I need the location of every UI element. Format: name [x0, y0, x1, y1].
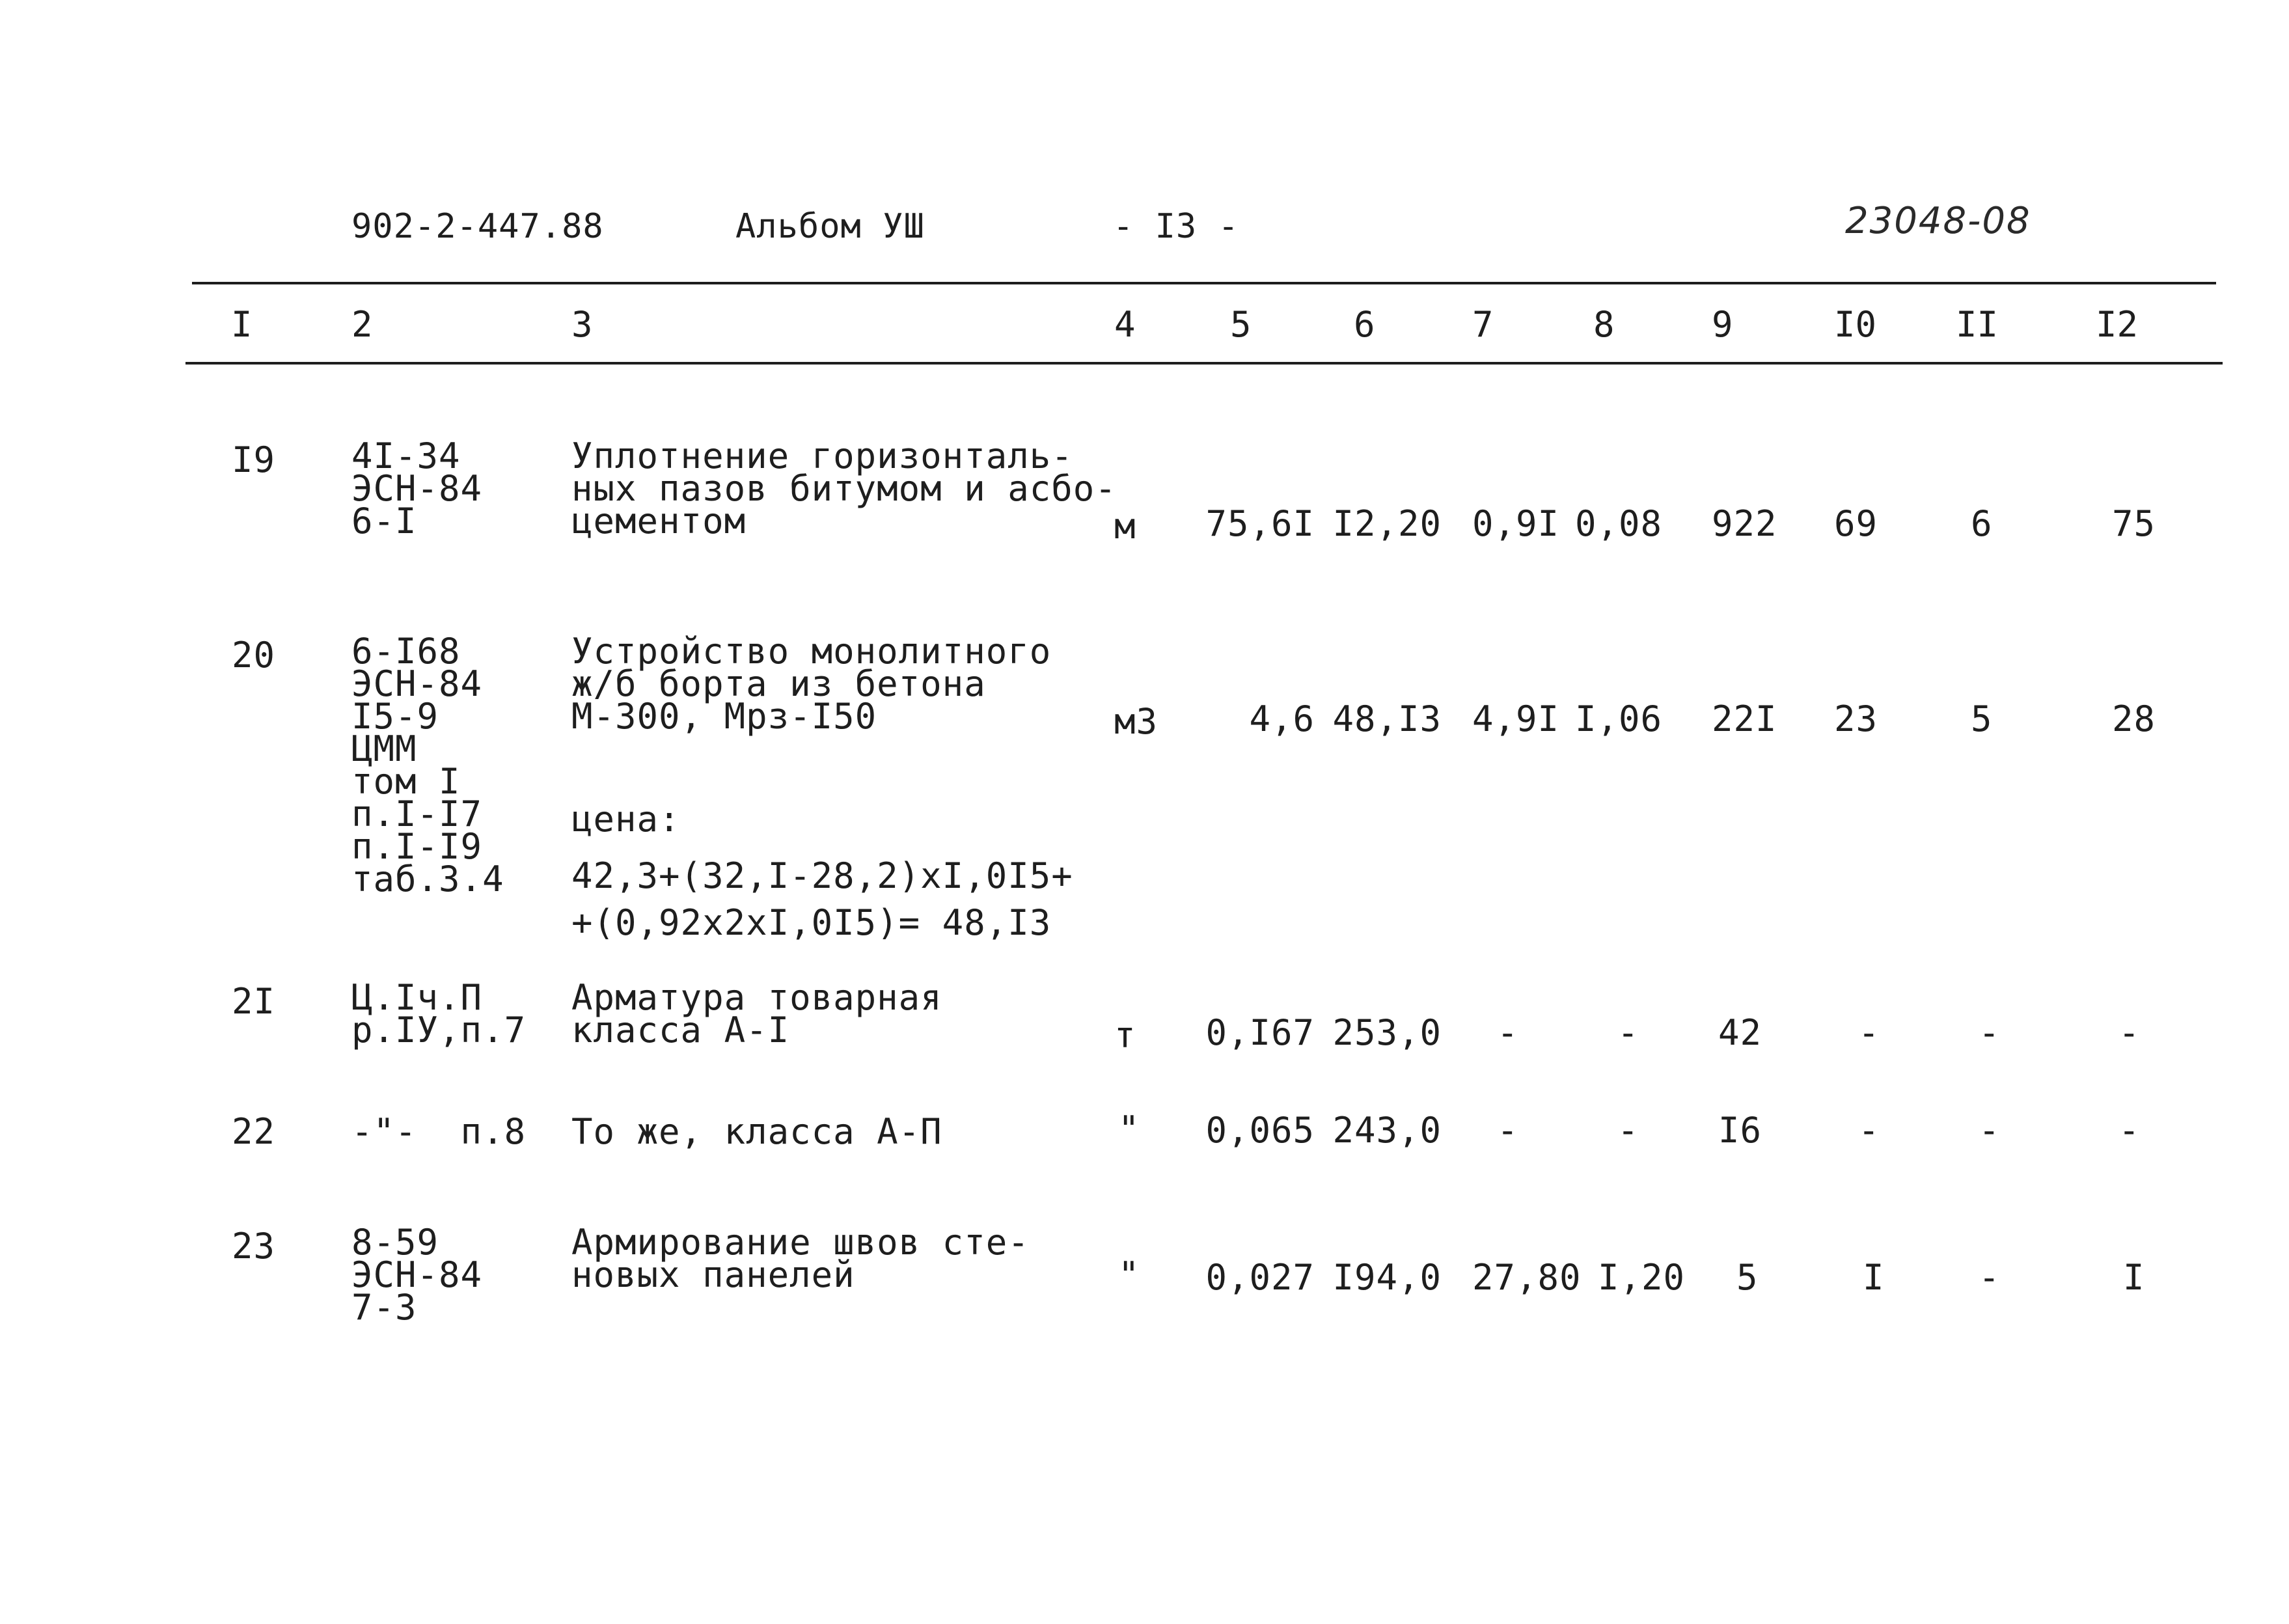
unit: т — [1114, 1015, 1136, 1056]
column-number: 9 — [1712, 304, 1733, 345]
norm-code: -"- п.8 — [351, 1111, 527, 1152]
unit-cost: 253,0 — [1332, 1012, 1442, 1053]
norm-code: 4I-34 ЭСН-84 6-I — [351, 435, 483, 542]
column-number: 8 — [1593, 304, 1615, 345]
col12-value: 28 — [2112, 698, 2156, 739]
column-number: 6 — [1354, 304, 1375, 345]
col8-value: 0,08 — [1575, 503, 1663, 544]
col10-value: I — [1863, 1257, 1885, 1298]
unit: м3 — [1114, 701, 1158, 742]
work-name: Арматура товарная класса А-I — [571, 977, 942, 1051]
unit: " — [1118, 1108, 1140, 1149]
col7-value: 27,80 — [1472, 1257, 1582, 1298]
quantity: 4,6 — [1249, 698, 1315, 739]
album-label: Альбом УШ — [735, 207, 925, 246]
column-number: 4 — [1114, 304, 1136, 345]
column-number: I — [231, 304, 253, 345]
col8-value: - — [1617, 1012, 1639, 1053]
col12-value: I — [2123, 1257, 2145, 1298]
norm-code: 6-I68 ЭСН-84 I5-9 ЦММ том I п.I-I7 п.I-I9 таб.3.4 — [351, 631, 504, 900]
inventory-number: 23048-08 — [1845, 200, 2031, 242]
page-number: - I3 - — [1113, 207, 1239, 246]
norm-code: 8-59 ЭСН-84 7-3 — [351, 1222, 483, 1328]
total-cost: I6 — [1718, 1110, 1762, 1151]
col7-value: - — [1497, 1012, 1519, 1053]
work-name: То же, класса А-П — [571, 1111, 942, 1152]
col8-value: - — [1617, 1110, 1639, 1151]
col12-value: - — [2118, 1110, 2141, 1151]
row-number: I9 — [232, 439, 276, 480]
col7-value: 0,9I — [1472, 503, 1560, 544]
unit: " — [1118, 1254, 1140, 1295]
quantity: 0,065 — [1205, 1110, 1315, 1151]
column-number: I2 — [2096, 304, 2139, 345]
doc-code: 902-2-447.88 — [351, 207, 604, 246]
unit-cost: 48,I3 — [1332, 698, 1442, 739]
column-header-rule — [185, 362, 2223, 365]
col7-value: 4,9I — [1472, 698, 1560, 739]
unit-cost: I94,0 — [1332, 1257, 1442, 1298]
col11-value: 5 — [1971, 698, 1993, 739]
price-formula: 42,3+(32,I-28,2)xI,0I5+ +(0,92x2xI,0I5)= 48,I3 — [571, 855, 1073, 943]
column-number: 5 — [1230, 304, 1252, 345]
unit-cost: 243,0 — [1332, 1110, 1442, 1151]
col11-value: 6 — [1971, 503, 1993, 544]
work-name: Уплотнение горизонталь- ных пазов битумом и асбо- цементом — [571, 435, 1117, 542]
price-label: цена: — [571, 799, 681, 840]
quantity: 75,6I — [1205, 503, 1315, 544]
col10-value: - — [1858, 1012, 1880, 1053]
total-cost: 922 — [1712, 503, 1777, 544]
total-cost: 42 — [1718, 1012, 1762, 1053]
total-cost: 5 — [1736, 1257, 1759, 1298]
col11-value: - — [1979, 1257, 2001, 1298]
col10-value: 69 — [1834, 503, 1878, 544]
row-number: 22 — [232, 1111, 276, 1152]
column-number: 2 — [351, 304, 373, 345]
column-number: 3 — [571, 304, 593, 345]
unit: м — [1114, 506, 1136, 547]
col10-value: - — [1858, 1110, 1880, 1151]
norm-code: Ц.Iч.П р.IУ,п.7 — [351, 977, 527, 1051]
row-number: 2I — [232, 981, 276, 1022]
table-top-rule — [192, 282, 2216, 284]
column-number: II — [1956, 304, 1999, 345]
col11-value: - — [1979, 1110, 2001, 1151]
col12-value: 75 — [2112, 503, 2156, 544]
total-cost: 22I — [1712, 698, 1777, 739]
quantity: 0,I67 — [1205, 1012, 1315, 1053]
work-name: Армирование швов сте- новых панелей — [571, 1222, 1030, 1295]
col10-value: 23 — [1834, 698, 1878, 739]
column-number: I0 — [1834, 304, 1877, 345]
col11-value: - — [1979, 1012, 2001, 1053]
quantity: 0,027 — [1205, 1257, 1315, 1298]
work-name: Устройство монолитного ж/б борта из бетона М-300, Мрз-I50 — [571, 631, 1052, 737]
col12-value: - — [2118, 1012, 2141, 1053]
unit-cost: I2,20 — [1332, 503, 1442, 544]
col7-value: - — [1497, 1110, 1519, 1151]
column-number: 7 — [1472, 304, 1494, 345]
row-number: 23 — [232, 1226, 276, 1267]
col8-value: I,06 — [1575, 698, 1663, 739]
col8-value: I,20 — [1598, 1257, 1686, 1298]
row-number: 20 — [232, 635, 276, 676]
